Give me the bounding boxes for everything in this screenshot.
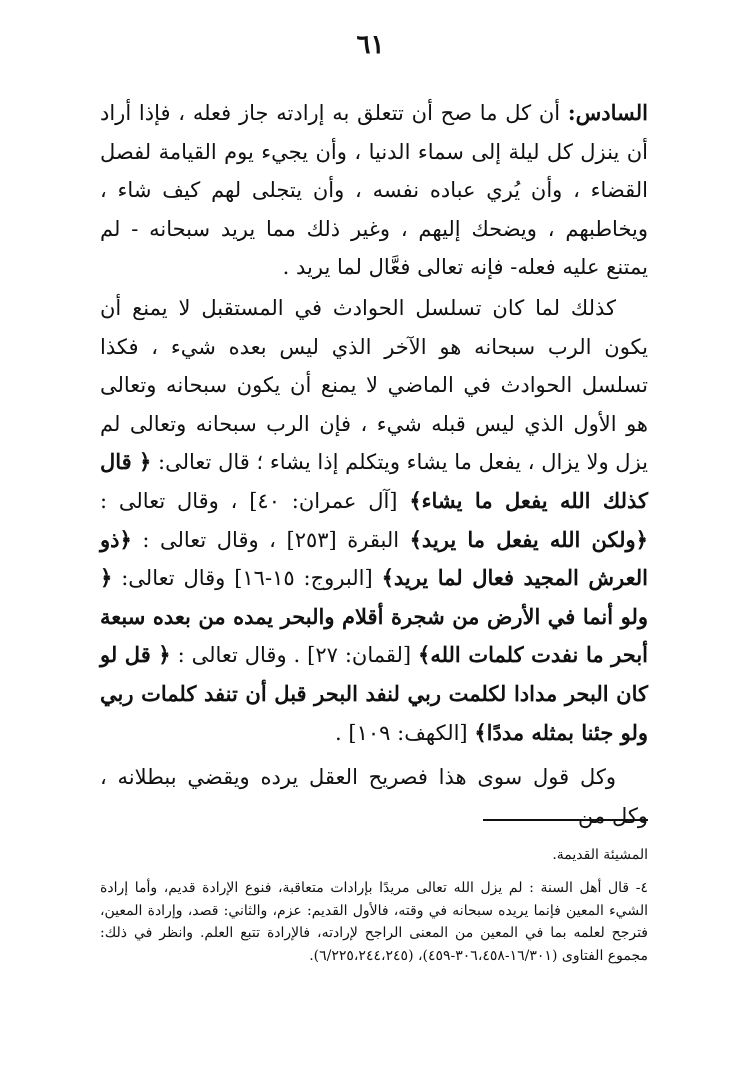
- paragraph-chain-of-events: [100, 289, 648, 752]
- verse-reference: [البروج: ١٥-١٦] وقال تعالى:: [121, 566, 373, 591]
- paragraph-text: أن كل ما صح أن تتعلق به إرادته جاز فعله ، فإذا أراد أن ينزل كل ليلة إلى سماء الدنيا ، وأن يجيء يوم القيامة لفصل القضاء ، وأن يُري عباده نفسه ، وأن يتجلى لهم كيف شاء ، ويخاطبهم ، ويضحك إليهم ، وغير ذلك مما يريد سبحانه - لم يمتنع عليه فعله- فإنه تعالى فعَّال لما يريد .: [100, 101, 648, 280]
- paragraph-text: كذلك لما كان تسلسل الحوادث في المستقبل لا يمنع أن يكون الرب سبحانه هو الآخر الذي ليس بعده شيء ، فكذا تسلسل الحوادث في الماضي لا يمنع أن يكون سبحانه وتعالى هو الأول الذي ليس قبله شيء ، فإن الرب سبحانه وتعالى لم يزل ولا يزال ، يفعل ما يشاء ويتكلم إذا يشاء ؛ قال تعالى:: [100, 296, 648, 475]
- verse-reference: [لقمان: ٢٧] . وقال تعالى :: [177, 643, 412, 668]
- verse-reference: [آل عمران: ٤٠] ، وقال تعالى :: [100, 488, 398, 513]
- footnote-4: [100, 877, 648, 967]
- paragraph-lead-heading: السادس:: [567, 100, 648, 125]
- footnote-text: ٤- قال أهل السنة : لم يزل الله تعالى مريدًا بإرادات متعاقبة، فنوع الإرادة قديم، وأما إرادة الشيء المعين فإنما يريده سبحانه في وقته، فالأول القديم: عزم، والثاني: قصد، وإرادة المعين، فترجح لعلمه بما في المعين من المعنى الراجح لإرادته، فالإرادة تتبع العلم. وانظر في ذلك: مجموع الفتاوى (١٦/٣٠١-٣٠٦،٤٥٨-٤٥٩)، (٦/٢٢٥،٢٤٤،٢٤٥).: [100, 880, 648, 964]
- footnote-continuation: [100, 844, 648, 867]
- verse-reference: البقرة [٢٥٣] ، وقال تعالى :: [142, 527, 400, 552]
- footnote-separator: [483, 819, 648, 821]
- page-number: ٦١: [356, 30, 385, 60]
- verse-reference: [الكهف: ١٠٩] .: [335, 720, 468, 745]
- paragraph-conclusion: [100, 758, 648, 835]
- quran-verse: ﴿ ولو أنما في الأرض من شجرة أقلام والبحر يمده من بعده سبعة أبحر ما نفدت كلمات الله﴾: [100, 565, 648, 668]
- footnote-text: المشيئة القديمة.: [552, 847, 648, 863]
- paragraph-sixth: [100, 94, 648, 287]
- quran-verse: ﴿ذو العرش المجيد فعال لما يريد﴾: [100, 526, 648, 591]
- quran-verse: ﴿ولكن الله يفعل ما يريد﴾: [409, 526, 648, 552]
- quran-verse: ﴿ قل لو كان البحر مدادا لكلمت ربي لنفد البحر قبل أن تنفد كلمات ربي ولو جئنا بمثله مددًا﴾: [100, 642, 648, 745]
- paragraph-text: وكل قول سوى هذا فصريح العقل يرده ويقضي ببطلانه ، وكل من: [100, 765, 648, 828]
- quran-verse: ﴿ قال كذلك الله يفعل ما يشاء﴾: [100, 449, 648, 513]
